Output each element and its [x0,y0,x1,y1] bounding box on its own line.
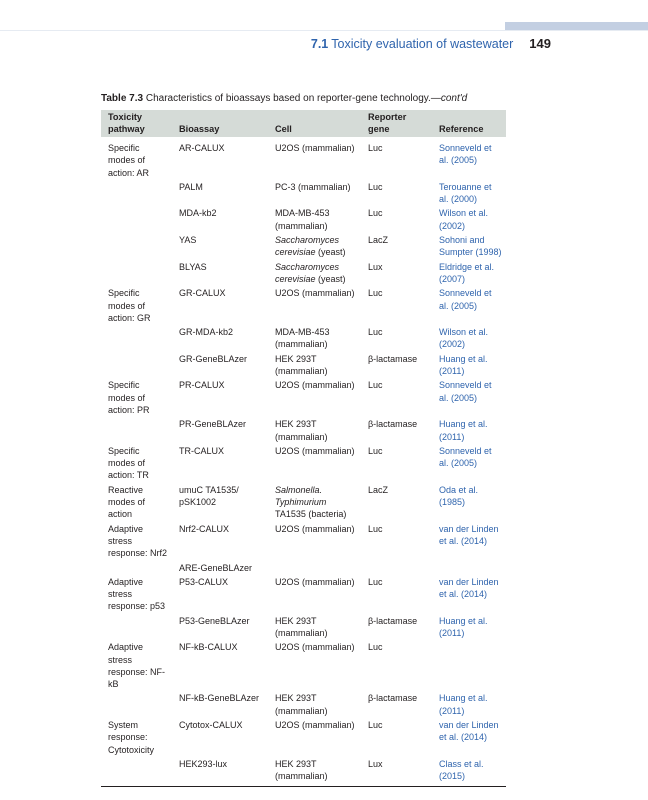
running-header [0,35,551,55]
reporter-gene-text: Luc [368,576,383,587]
table-row [101,353,506,380]
bioassay-cell [172,641,268,692]
bioassay-text: PR-GeneBLAzer [179,419,247,430]
reporter-gene-text: Luc [368,523,383,534]
reference-cell [432,523,506,562]
pathway-cell [101,353,172,380]
bioassay-cell [172,137,268,181]
bioassay-table [101,110,506,787]
bioassay-text: GR-GeneBLAzer [179,353,248,364]
cell-line-text: (yeast) [315,247,346,258]
header-row [101,110,506,137]
top-rule [0,30,648,31]
cell-line-text: PC-3 (mammalian) [275,181,351,192]
reporter-gene-cell [361,326,432,353]
cell-line-cell [268,523,361,562]
pathway-text: Specific modes of action: PR [108,380,150,415]
pathway-cell [101,207,172,234]
reporter-gene-cell [361,692,432,719]
cell-line-cell [268,379,361,418]
table-body [101,137,506,786]
cell-line-text: U2OS (mammalian) [275,720,355,731]
cell-line-cell [268,445,361,484]
cell-line-text: HEK 293T (mammalian) [275,419,328,442]
reporter-gene-text: Luc [368,445,383,456]
bioassay-text: TR-CALUX [179,445,225,456]
reporter-gene-text: Luc [368,181,383,192]
cell-line-text: HEK 293T (mammalian) [275,615,328,638]
cell-line-text: U2OS (mammalian) [275,143,355,153]
pathway-text: System response: Cytotoxicity [108,720,155,755]
reporter-gene-text: Luc [368,208,383,219]
table-row [101,576,506,615]
bioassay-text: GR-CALUX [179,288,226,299]
pathway-text: Adaptive stress response: Nrf2 [108,523,168,559]
cell-line-text: MDA-MB-453 (mammalian) [275,208,330,231]
cell-line-text: HEK 293T (mammalian) [275,693,328,716]
reference-cell [432,287,506,326]
table-row [101,523,506,562]
reference-cell [432,692,506,719]
section-number: 7.1 [310,37,329,51]
table-row [101,137,506,181]
bioassay-text: AR-CALUX [179,143,225,153]
pathway-cell [101,261,172,288]
bioassay-text: YAS [179,235,197,246]
pathway-text: Specific modes of action: TR [108,445,149,481]
table-row [101,615,506,642]
cell-line-cell [268,719,361,758]
reporter-gene-text: Luc [368,143,383,153]
table-row [101,287,506,326]
reference-text: Sonneveld et al. (2005) [439,445,492,469]
cell-line-text: (yeast) [315,273,346,284]
reference-text: Oda et al. (1985) [439,484,479,508]
reference-cell [432,562,506,576]
pathway-cell [101,615,172,642]
cell-line-text: HEK 293T (mammalian) [275,353,328,377]
reference-text: Sonneveld et al. (2005) [439,143,492,166]
reference-cell [432,418,506,445]
cell-line-text: HEK 293T (mammalian) [275,758,328,782]
cell-line-text: U2OS (mammalian) [275,380,355,391]
reporter-gene-text: Lux [368,261,383,272]
cell-line-cell [268,137,361,181]
reference-text: Wilson et al. (2002) [439,208,489,231]
table-row [101,562,506,576]
reporter-gene-cell [361,523,432,562]
reference-text: Sonneveld et al. (2005) [439,288,492,311]
bioassay-cell [172,445,268,484]
reporter-gene-cell [361,181,432,208]
header-reference: Reference [432,110,506,137]
pathway-text: Reactive modes of action [108,484,146,520]
cell-line-cell [268,615,361,642]
cell-line-text: U2OS (mammalian) [275,642,355,653]
reference-text: Terouanne et al. (2000) [439,181,492,205]
reporter-gene-cell [361,719,432,758]
bioassay-cell [172,287,268,326]
reference-text: Huang et al. (2011) [439,615,488,638]
reporter-gene-cell [361,261,432,288]
cell-line-cell [268,576,361,615]
cell-line-cell [268,287,361,326]
reference-cell [432,207,506,234]
table-caption [101,93,511,104]
table-row [101,234,506,261]
reporter-gene-cell [361,137,432,181]
reference-text: Wilson et al. (2002) [439,327,489,350]
pathway-text: Specific modes of action: GR [108,288,151,323]
cell-line-cell [268,261,361,288]
pathway-text: Specific modes of action: AR [108,143,150,178]
bioassay-text: P53-CALUX [179,576,229,587]
table-row [101,379,506,418]
reporter-gene-cell [361,758,432,786]
bioassay-cell [172,261,268,288]
reporter-gene-cell [361,641,432,692]
caption-text: Characteristics of bioassays based on reporter-gene technology.— [145,93,441,104]
pathway-cell [101,562,172,576]
bioassay-text: NF-kB-CALUX [179,642,238,653]
reporter-gene-text: Luc [368,327,383,338]
reporter-gene-text: Luc [368,720,383,731]
reporter-gene-text: Lux [368,758,383,769]
bioassay-cell [172,484,268,523]
cell-line-cell [268,692,361,719]
table-row [101,181,506,208]
reference-cell [432,379,506,418]
reporter-gene-cell [361,379,432,418]
cell-line-cell [268,353,361,380]
bioassay-cell [172,576,268,615]
reference-cell [432,758,506,786]
table-row [101,418,506,445]
reporter-gene-text: Luc [368,380,383,391]
bioassay-text: MDA-kb2 [179,208,217,219]
reporter-gene-cell [361,418,432,445]
reference-cell [432,576,506,615]
pathway-cell [101,181,172,208]
bioassay-text: BLYAS [179,261,207,272]
caption-contd: cont'd [440,93,468,104]
reference-cell [432,484,506,523]
cell-species-text: Salmonella. Typhimurium [275,484,327,508]
bioassay-cell [172,207,268,234]
cell-line-text: TA1535 (bacteria) [275,509,347,520]
pathway-cell [101,326,172,353]
header-bioassay: Bioassay [172,110,268,137]
table-row [101,445,506,484]
reference-cell [432,353,506,380]
bioassay-text: Cytotox-CALUX [179,720,243,731]
reference-text: Eldridge et al. (2007) [439,261,495,284]
reference-text: Huang et al. (2011) [439,353,488,377]
reference-text: van der Linden et al. (2014) [439,576,499,600]
pathway-cell [101,234,172,261]
reporter-gene-text: LacZ [368,235,389,246]
header-cell: Cell [268,110,361,137]
reference-cell [432,615,506,642]
bioassay-cell [172,692,268,719]
reporter-gene-text: LacZ [368,484,389,495]
table-row [101,484,506,523]
reference-cell [432,261,506,288]
bioassay-text: NF-kB-GeneBLAzer [179,693,260,704]
pathway-cell [101,379,172,418]
cell-line-text: U2OS (mammalian) [275,523,355,534]
reference-cell [432,181,506,208]
section-title: Toxicity evaluation of wastewater [331,37,514,51]
reporter-gene-text: β-lactamase [368,419,418,430]
bioassay-cell [172,418,268,445]
cell-line-cell [268,641,361,692]
table-row [101,326,506,353]
bioassay-text: umuC TA1535/ pSK1002 [179,484,239,508]
cell-line-cell [268,758,361,786]
bioassay-cell [172,379,268,418]
bioassay-cell [172,562,268,576]
bioassay-text: HEK293-lux [179,758,228,769]
reporter-gene-cell [361,484,432,523]
pathway-cell [101,641,172,692]
header-toxicity-pathway: Toxicity pathway [101,110,172,137]
reporter-gene-cell [361,207,432,234]
pathway-text: Adaptive stress response: p53 [108,576,166,612]
bioassay-text: PALM [179,181,203,192]
bioassay-cell [172,234,268,261]
reporter-gene-text: Luc [368,642,383,653]
page-number: 149 [529,36,551,51]
cell-line-cell [268,234,361,261]
cell-line-cell [268,181,361,208]
reference-cell [432,445,506,484]
pathway-text: Adaptive stress response: NF-kB [108,642,166,690]
table-row [101,692,506,719]
cell-line-cell [268,484,361,523]
pathway-cell [101,719,172,758]
caption-label: Table 7.3 [101,93,144,104]
bioassay-text: PR-CALUX [179,380,225,391]
reference-text: Sonneveld et al. (2005) [439,380,492,403]
reporter-gene-text: β-lactamase [368,615,418,626]
cell-species-text: Saccharomyces cerevisiae [275,261,340,284]
cell-line-text: U2OS (mammalian) [275,288,355,299]
bioassay-cell [172,719,268,758]
header-reporter-gene: Reporter gene [361,110,432,137]
cell-line-cell [268,418,361,445]
pathway-cell [101,418,172,445]
reference-cell [432,719,506,758]
top-decorative-bar [505,22,648,30]
reporter-gene-cell [361,562,432,576]
pathway-cell [101,692,172,719]
bioassay-text: P53-GeneBLAzer [179,615,250,626]
cell-line-cell [268,562,361,576]
reference-text: van der Linden et al. (2014) [439,523,499,546]
bioassay-cell [172,181,268,208]
reference-text: Huang et al. (2011) [439,419,488,442]
reference-cell [432,326,506,353]
cell-line-text: U2OS (mammalian) [275,576,355,587]
table-row [101,641,506,692]
table-row [101,758,506,786]
cell-line-text: U2OS (mammalian) [275,445,355,456]
bioassay-cell [172,758,268,786]
pathway-cell [101,576,172,615]
reporter-gene-text: Luc [368,288,383,299]
table-row [101,719,506,758]
reporter-gene-cell [361,576,432,615]
pathway-cell [101,484,172,523]
bioassay-cell [172,523,268,562]
reference-text: Huang et al. (2011) [439,693,488,716]
reporter-gene-text: β-lactamase [368,353,418,364]
table-row [101,261,506,288]
pathway-cell [101,758,172,786]
reporter-gene-text: β-lactamase [368,693,418,704]
table-header [101,110,506,137]
reporter-gene-cell [361,287,432,326]
pathway-cell [101,287,172,326]
cell-line-cell [268,326,361,353]
reference-cell [432,137,506,181]
pathway-cell [101,445,172,484]
cell-line-text: MDA-MB-453 (mammalian) [275,327,330,350]
bioassay-text: GR-MDA-kb2 [179,327,234,338]
reference-cell [432,641,506,692]
bioassay-text: Nrf2-CALUX [179,523,230,534]
bioassay-cell [172,326,268,353]
cell-species-text: Saccharomyces cerevisiae [275,235,340,258]
reporter-gene-cell [361,445,432,484]
bioassay-text: ARE-GeneBLAzer [179,562,253,573]
bioassay-cell [172,353,268,380]
reporter-gene-cell [361,615,432,642]
reference-text: Class et al. (2015) [439,758,484,782]
reporter-gene-cell [361,234,432,261]
bioassay-cell [172,615,268,642]
reference-text: van der Linden et al. (2014) [439,720,499,743]
pathway-cell [101,523,172,562]
reference-text: Sohoni and Sumpter (1998) [439,235,502,258]
reference-cell [432,234,506,261]
table-row [101,207,506,234]
pathway-cell [101,137,172,181]
reporter-gene-cell [361,353,432,380]
cell-line-cell [268,207,361,234]
